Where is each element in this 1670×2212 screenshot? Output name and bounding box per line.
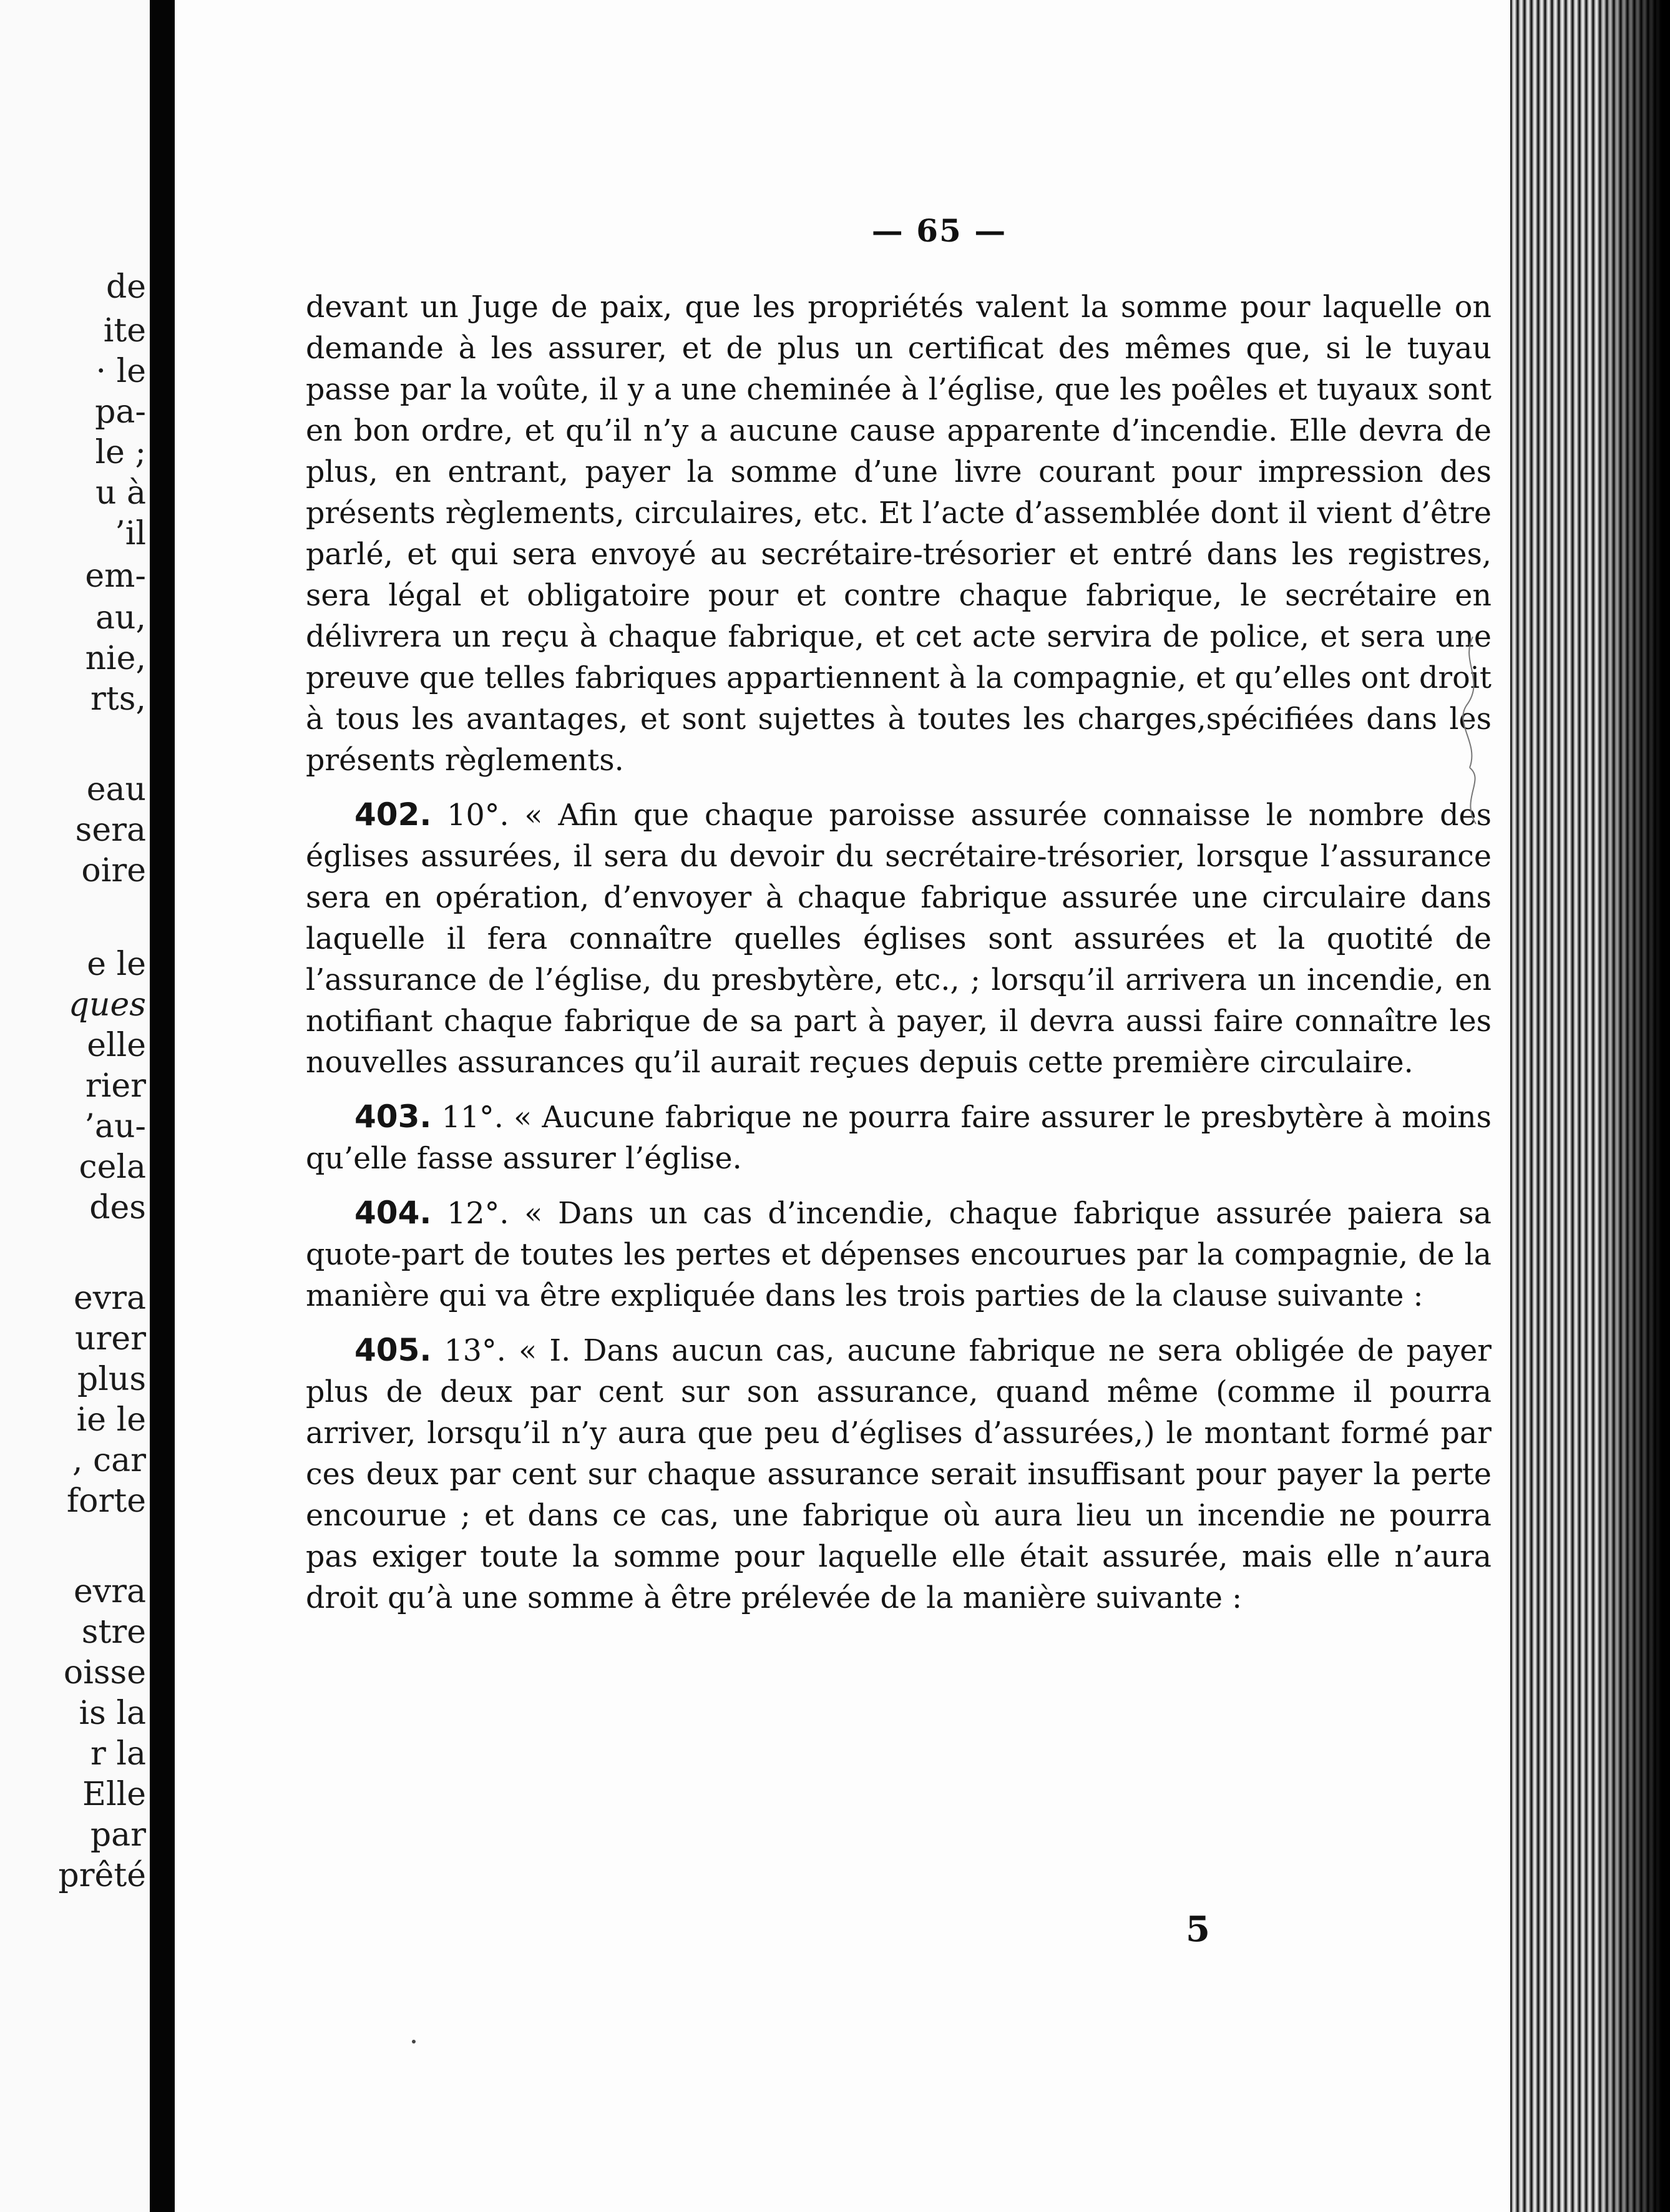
paragraph-text: 13°. « I. Dans aucun cas, aucune fabrique ne sera obligée de payer plus de deux par cent sur son assurance, quand même (comme il pourra arriver, lorsqu’il n’y aura que peu d’églises d’assurées,) le montant formé par ces deux par cent sur chaque assurance serait insuffisant pour payer la perte encourue ; et dans ce cas, une fabrique où aura lieu un incendie ne pourra pas exiger toute la somme pour laquelle elle était assurée, mais elle n’aura droit qu’à une somme à être prélevée de la manière suivante : (306, 1334, 1492, 1615)
left-page-line: evra (73, 1280, 146, 1317)
left-page-line: ie le (76, 1401, 146, 1439)
left-page-line: Elle (82, 1776, 146, 1813)
left-page-line: le ; (95, 434, 146, 471)
left-page-line: u à (95, 474, 146, 512)
left-page-line: par (90, 1816, 146, 1854)
article-number: 402. (354, 796, 432, 833)
left-page-line: plus (77, 1361, 146, 1398)
paragraph-article-405 (306, 1329, 1492, 1619)
left-page-line: au, (95, 599, 146, 637)
left-page-line: is la (79, 1695, 146, 1732)
left-page-line: e le (87, 946, 146, 983)
paragraph-text: 12°. « Dans un cas d’incendie, chaque fabrique assurée paiera sa quote-part de toutes les pertes et dépenses encourues par la compagnie, de la manière qui va être expliquée dans les trois parties de la clause suivante : (306, 1197, 1492, 1313)
left-page-line: pa- (95, 393, 146, 431)
paragraph-continuation (306, 287, 1492, 781)
book-gutter (150, 0, 175, 2212)
paragraph-article-403 (306, 1096, 1492, 1180)
paragraph-text: devant un Juge de paix, que les propriétés valent la somme pour laquelle on demande à les assurer, et de plus un certificat des mêmes que, si le tuyau passe par la voûte, il y a une cheminée à l’église, que les poêles et tuyaux sont en bon ordre, et qu’il n’y a aucune cause apparente d’incendie. Elle devra de plus, en entrant, payer la somme d’une livre courant pour impression des présents règlements, circulaires, etc. Et l’acte d’assemblée dont il vient d’être parlé, et qui sera envoyé au secrétaire-trésorier et entré dans les registres, sera légal et obligatoire pour et contre chaque fabrique, le secrétaire en délivrera un reçu à chaque fabrique, et cet acte servira de police, et sera une preuve que telles fabriques appartiennent à la compagnie, et qu’elles ont droit à tous les avantages, et sont sujettes à toutes les charges,spécifiées dans les présents règlements. (306, 290, 1492, 778)
thread-mark (1448, 637, 1498, 936)
left-page-line: forte (66, 1482, 146, 1520)
left-page-line: cela (79, 1148, 146, 1186)
left-page-line: r la (90, 1735, 146, 1773)
signature-mark: 5 (1186, 1909, 1210, 1950)
left-page-line: nie, (85, 640, 146, 677)
article-number: 405. (354, 1332, 432, 1368)
left-page-line: elle (87, 1027, 146, 1064)
left-page-line: , car (72, 1442, 146, 1479)
left-page-line: eau (86, 771, 146, 808)
left-page-line: sera (75, 811, 146, 849)
paragraph-text: 11°. « Aucune fabrique ne pourra faire assurer le presbytère à moins qu’elle fasse assurer l’église. (306, 1100, 1492, 1176)
edge-shadow (1598, 0, 1670, 2212)
article-number: 404. (354, 1195, 432, 1231)
left-page-line: des (89, 1189, 146, 1226)
left-page-line: ’au- (84, 1108, 146, 1145)
paragraph-article-402 (306, 794, 1492, 1084)
left-page-fragment (0, 0, 150, 2212)
left-page-line: oire (81, 852, 146, 889)
left-page-line: rier (85, 1067, 146, 1105)
left-page-line: oisse (63, 1654, 146, 1691)
paragraph-text: 10°. « Afin que chaque paroisse assurée connaisse le nombre des églises assurées, il sera du devoir du secrétaire-trésorier, lorsque l’assurance sera en opération, d’envoyer à chaque fabrique assurée une circulaire dans laquelle il fera connaître quelles églises sont assurées et la quotité de l’assurance de l’église, du presbytère, etc., ; lorsqu’il arrivera un incendie, en notifiant chaque fabrique de sa part à payer, il devra aussi faire connaître les nouvelles assurances qu’il aurait reçues depuis cette première circulaire. (306, 798, 1492, 1080)
page-text-block (306, 287, 1492, 1619)
page-number: — 65 — (871, 212, 1007, 249)
left-page-line: urer (75, 1320, 146, 1358)
left-page-line: rts, (90, 680, 146, 718)
book-page (175, 0, 1510, 2212)
ink-speck (412, 2040, 416, 2043)
left-page-line: evra (73, 1573, 146, 1610)
left-page-line: stre (81, 1613, 146, 1651)
article-number: 403. (354, 1099, 432, 1135)
left-page-line: de (105, 268, 146, 306)
left-page-line: ques (68, 986, 146, 1024)
left-page-line: · le (95, 353, 146, 390)
left-page-line: prêté (58, 1857, 146, 1894)
paragraph-article-404 (306, 1192, 1492, 1317)
left-page-line: em- (85, 557, 146, 595)
left-page-line: ite (103, 312, 146, 350)
left-page-line: ’il (115, 515, 146, 552)
